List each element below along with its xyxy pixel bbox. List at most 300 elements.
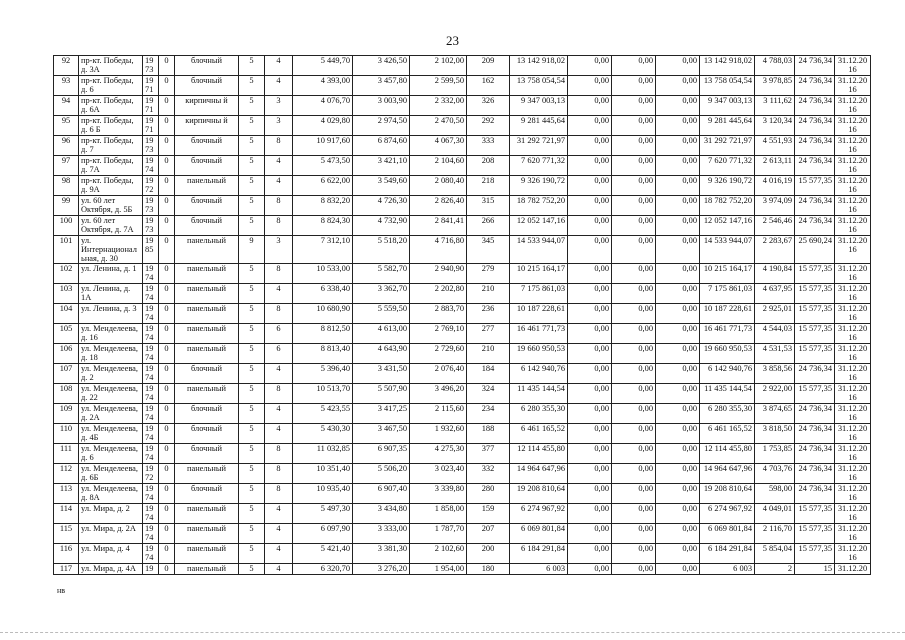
living-area-cell: 3 431,50 <box>353 364 410 384</box>
row-number-cell: 111 <box>54 444 79 464</box>
zero-value-cell: 0,00 <box>656 404 700 424</box>
limit-cost-cell: 24 736,34 <box>795 404 835 424</box>
wall-material-cell: блочный <box>175 424 239 444</box>
residents-cell: 188 <box>467 424 510 444</box>
address-cell: пр-кт. Победы, д. 7А <box>79 156 143 176</box>
total-area-cell: 5 497,30 <box>293 504 353 524</box>
build-year-cell: 19 85 <box>143 236 159 264</box>
floors-cell: 5 <box>239 464 265 484</box>
living-area-cell: 3 381,30 <box>353 544 410 564</box>
zero-value-cell: 0,00 <box>568 176 612 196</box>
cost-cell: 6 184 291,84 <box>510 544 568 564</box>
total-area-cell: 8 813,40 <box>293 344 353 364</box>
zero-value-cell: 0,00 <box>656 464 700 484</box>
cost-cell: 9 326 190,72 <box>510 176 568 196</box>
entrances-cell: 3 <box>265 116 293 136</box>
zero-cell: 0 <box>159 216 175 236</box>
table-body <box>54 56 871 575</box>
entrances-cell: 4 <box>265 504 293 524</box>
address-cell: пр-кт. Победы, д. 3А <box>79 56 143 76</box>
zero-value-cell: 0,00 <box>612 264 656 284</box>
wall-material-cell: блочный <box>175 136 239 156</box>
table-row <box>54 304 871 324</box>
living-area-cell: 5 582,70 <box>353 264 410 284</box>
address-cell: пр-кт. Победы, д. 9А <box>79 176 143 196</box>
zero-value-cell: 0,00 <box>656 504 700 524</box>
residential-area-cell: 2 102,60 <box>410 544 467 564</box>
row-number-cell: 112 <box>54 464 79 484</box>
zero-cell: 0 <box>159 284 175 304</box>
wall-material-cell: блочный <box>175 56 239 76</box>
entrances-cell: 4 <box>265 544 293 564</box>
deadline-cell: 31.12.20 16 <box>835 404 871 424</box>
unit-cost-cell: 4 049,01 <box>755 504 795 524</box>
wall-material-cell: кирпичны й <box>175 96 239 116</box>
entrances-cell: 8 <box>265 484 293 504</box>
limit-cost-cell: 24 736,34 <box>795 196 835 216</box>
entrances-cell: 3 <box>265 96 293 116</box>
residential-area-cell: 2 769,10 <box>410 324 467 344</box>
residential-area-cell: 2 841,41 <box>410 216 467 236</box>
zero-cell: 0 <box>159 464 175 484</box>
address-cell: ул. Менделеева, д. 22 <box>79 384 143 404</box>
total-area-cell: 5 430,30 <box>293 424 353 444</box>
zero-value-cell: 0,00 <box>568 384 612 404</box>
address-cell: ул. Ленина, д. 1 <box>79 264 143 284</box>
row-number-cell: 115 <box>54 524 79 544</box>
entrances-cell: 6 <box>265 344 293 364</box>
total-area-cell: 10 513,70 <box>293 384 353 404</box>
residents-cell: 236 <box>467 304 510 324</box>
table-row <box>54 404 871 424</box>
wall-material-cell: панельный <box>175 524 239 544</box>
unit-cost-cell: 3 818,50 <box>755 424 795 444</box>
residential-area-cell: 2 102,00 <box>410 56 467 76</box>
row-number-cell: 116 <box>54 544 79 564</box>
zero-cell: 0 <box>159 344 175 364</box>
limit-cost-cell: 24 736,34 <box>795 96 835 116</box>
build-year-cell: 19 72 <box>143 464 159 484</box>
deadline-cell: 31.12.20 16 <box>835 96 871 116</box>
residents-cell: 200 <box>467 544 510 564</box>
floors-cell: 5 <box>239 404 265 424</box>
limit-cost-cell: 24 736,34 <box>795 136 835 156</box>
residents-cell: 279 <box>467 264 510 284</box>
living-area-cell: 3 549,60 <box>353 176 410 196</box>
residents-cell: 208 <box>467 156 510 176</box>
floors-cell: 5 <box>239 524 265 544</box>
zero-cell: 0 <box>159 56 175 76</box>
zero-value-cell: 0,00 <box>656 384 700 404</box>
living-area-cell: 5 506,20 <box>353 464 410 484</box>
cost-cell: 16 461 771,73 <box>510 324 568 344</box>
build-year-cell: 19 73 <box>143 136 159 156</box>
zero-value-cell: 0,00 <box>568 324 612 344</box>
zero-value-cell: 0,00 <box>612 524 656 544</box>
living-area-cell: 5 518,20 <box>353 236 410 264</box>
wall-material-cell: блочный <box>175 216 239 236</box>
zero-value-cell: 0,00 <box>656 304 700 324</box>
total-cost-cell: 9 326 190,72 <box>700 176 755 196</box>
limit-cost-cell: 24 736,34 <box>795 484 835 504</box>
table-row <box>54 324 871 344</box>
entrances-cell: 4 <box>265 404 293 424</box>
entrances-cell: 6 <box>265 324 293 344</box>
deadline-cell: 31.12.20 16 <box>835 384 871 404</box>
residents-cell: 277 <box>467 324 510 344</box>
build-year-cell: 19 73 <box>143 196 159 216</box>
limit-cost-cell: 24 736,34 <box>795 464 835 484</box>
limit-cost-cell: 15 577,35 <box>795 524 835 544</box>
floors-cell: 5 <box>239 564 265 575</box>
limit-cost-cell: 15 577,35 <box>795 304 835 324</box>
total-area-cell: 5 421,40 <box>293 544 353 564</box>
deadline-cell: 31.12.20 16 <box>835 424 871 444</box>
zero-cell: 0 <box>159 116 175 136</box>
zero-value-cell: 0,00 <box>612 384 656 404</box>
table-row <box>54 444 871 464</box>
residents-cell: 280 <box>467 484 510 504</box>
zero-value-cell: 0,00 <box>568 216 612 236</box>
build-year-cell: 19 74 <box>143 156 159 176</box>
zero-value-cell: 0,00 <box>568 424 612 444</box>
entrances-cell: 8 <box>265 464 293 484</box>
address-cell: пр-кт. Победы, д. 6 <box>79 76 143 96</box>
deadline-cell: 31.12.20 <box>835 564 871 575</box>
total-cost-cell: 6 069 801,84 <box>700 524 755 544</box>
entrances-cell: 8 <box>265 216 293 236</box>
zero-value-cell: 0,00 <box>612 484 656 504</box>
entrances-cell: 4 <box>265 156 293 176</box>
living-area-cell: 3 362,70 <box>353 284 410 304</box>
total-area-cell: 4 076,70 <box>293 96 353 116</box>
entrances-cell: 8 <box>265 444 293 464</box>
zero-cell: 0 <box>159 544 175 564</box>
deadline-cell: 31.12.20 16 <box>835 136 871 156</box>
total-area-cell: 6 338,40 <box>293 284 353 304</box>
limit-cost-cell: 24 736,34 <box>795 444 835 464</box>
zero-cell: 0 <box>159 384 175 404</box>
total-area-cell: 10 935,40 <box>293 484 353 504</box>
build-year-cell: 19 73 <box>143 216 159 236</box>
total-cost-cell: 14 964 647,96 <box>700 464 755 484</box>
deadline-cell: 31.12.20 16 <box>835 116 871 136</box>
total-area-cell: 8 824,30 <box>293 216 353 236</box>
zero-value-cell: 0,00 <box>612 364 656 384</box>
limit-cost-cell: 15 577,35 <box>795 284 835 304</box>
total-cost-cell: 10 215 164,17 <box>700 264 755 284</box>
entrances-cell: 4 <box>265 176 293 196</box>
total-area-cell: 4 029,80 <box>293 116 353 136</box>
build-year-cell: 19 74 <box>143 484 159 504</box>
build-year-cell: 19 <box>143 564 159 575</box>
address-cell: пр-кт. Победы, д. 7 <box>79 136 143 156</box>
residential-area-cell: 4 716,80 <box>410 236 467 264</box>
row-number-cell: 94 <box>54 96 79 116</box>
build-year-cell: 19 74 <box>143 524 159 544</box>
living-area-cell: 6 874,60 <box>353 136 410 156</box>
address-cell: ул. Менделеева, д. 2А <box>79 404 143 424</box>
entrances-cell: 4 <box>265 524 293 544</box>
floors-cell: 5 <box>239 96 265 116</box>
build-year-cell: 19 74 <box>143 324 159 344</box>
cost-cell: 12 114 455,80 <box>510 444 568 464</box>
living-area-cell: 6 907,35 <box>353 444 410 464</box>
zero-value-cell: 0,00 <box>568 96 612 116</box>
zero-cell: 0 <box>159 236 175 264</box>
build-year-cell: 19 74 <box>143 504 159 524</box>
zero-value-cell: 0,00 <box>656 424 700 444</box>
wall-material-cell: блочный <box>175 76 239 96</box>
zero-value-cell: 0,00 <box>568 364 612 384</box>
total-cost-cell: 16 461 771,73 <box>700 324 755 344</box>
total-cost-cell: 31 292 721,97 <box>700 136 755 156</box>
residential-area-cell: 1 858,00 <box>410 504 467 524</box>
cost-cell: 10 187 228,61 <box>510 304 568 324</box>
zero-cell: 0 <box>159 76 175 96</box>
residents-cell: 315 <box>467 196 510 216</box>
zero-value-cell: 0,00 <box>656 196 700 216</box>
floors-cell: 5 <box>239 344 265 364</box>
zero-value-cell: 0,00 <box>568 284 612 304</box>
living-area-cell: 3 467,50 <box>353 424 410 444</box>
table-row <box>54 196 871 216</box>
living-area-cell: 2 974,50 <box>353 116 410 136</box>
zero-value-cell: 0,00 <box>568 56 612 76</box>
zero-value-cell: 0,00 <box>656 264 700 284</box>
unit-cost-cell: 4 788,03 <box>755 56 795 76</box>
entrances-cell: 8 <box>265 384 293 404</box>
table-row <box>54 424 871 444</box>
limit-cost-cell: 15 577,35 <box>795 264 835 284</box>
build-year-cell: 19 74 <box>143 284 159 304</box>
table-row <box>54 524 871 544</box>
table-row <box>54 76 871 96</box>
limit-cost-cell: 15 577,35 <box>795 504 835 524</box>
living-area-cell: 3 276,20 <box>353 564 410 575</box>
table-row <box>54 116 871 136</box>
cost-cell: 31 292 721,97 <box>510 136 568 156</box>
residents-cell: 180 <box>467 564 510 575</box>
unit-cost-cell: 2 <box>755 564 795 575</box>
total-area-cell: 5 473,50 <box>293 156 353 176</box>
residents-cell: 159 <box>467 504 510 524</box>
row-number-cell: 93 <box>54 76 79 96</box>
living-area-cell: 5 507,90 <box>353 384 410 404</box>
entrances-cell: 8 <box>265 264 293 284</box>
build-year-cell: 19 74 <box>143 384 159 404</box>
zero-value-cell: 0,00 <box>568 196 612 216</box>
cost-cell: 6 280 355,30 <box>510 404 568 424</box>
cost-cell: 10 215 164,17 <box>510 264 568 284</box>
limit-cost-cell: 15 577,35 <box>795 324 835 344</box>
address-cell: ул. Ленина, д. 1А <box>79 284 143 304</box>
zero-value-cell: 0,00 <box>612 176 656 196</box>
living-area-cell: 3 434,80 <box>353 504 410 524</box>
deadline-cell: 31.12.20 16 <box>835 444 871 464</box>
wall-material-cell: блочный <box>175 156 239 176</box>
residential-area-cell: 2 940,90 <box>410 264 467 284</box>
cost-cell: 7 175 861,03 <box>510 284 568 304</box>
wall-material-cell: блочный <box>175 404 239 424</box>
floors-cell: 5 <box>239 484 265 504</box>
address-cell: пр-кт. Победы, д. 6 Б <box>79 116 143 136</box>
residential-area-cell: 2 729,60 <box>410 344 467 364</box>
zero-cell: 0 <box>159 176 175 196</box>
zero-value-cell: 0,00 <box>568 444 612 464</box>
entrances-cell: 4 <box>265 76 293 96</box>
residential-area-cell: 2 470,50 <box>410 116 467 136</box>
wall-material-cell: панельный <box>175 236 239 264</box>
footer-mark: нв <box>57 586 66 595</box>
address-cell: ул. Интернационал ьная, д. 30 <box>79 236 143 264</box>
total-area-cell: 10 917,60 <box>293 136 353 156</box>
unit-cost-cell: 2 116,70 <box>755 524 795 544</box>
deadline-cell: 31.12.20 16 <box>835 524 871 544</box>
limit-cost-cell: 24 736,34 <box>795 56 835 76</box>
unit-cost-cell: 4 551,93 <box>755 136 795 156</box>
zero-value-cell: 0,00 <box>568 504 612 524</box>
table-row <box>54 96 871 116</box>
row-number-cell: 101 <box>54 236 79 264</box>
residents-cell: 324 <box>467 384 510 404</box>
living-area-cell: 3 457,80 <box>353 76 410 96</box>
zero-cell: 0 <box>159 304 175 324</box>
zero-value-cell: 0,00 <box>568 236 612 264</box>
cost-cell: 11 435 144,54 <box>510 384 568 404</box>
entrances-cell: 4 <box>265 364 293 384</box>
row-number-cell: 109 <box>54 404 79 424</box>
deadline-cell: 31.12.20 16 <box>835 304 871 324</box>
wall-material-cell: блочный <box>175 196 239 216</box>
row-number-cell: 97 <box>54 156 79 176</box>
total-area-cell: 5 396,40 <box>293 364 353 384</box>
residential-area-cell: 2 076,40 <box>410 364 467 384</box>
deadline-cell: 31.12.20 16 <box>835 264 871 284</box>
deadline-cell: 31.12.20 16 <box>835 544 871 564</box>
residential-area-cell: 2 599,50 <box>410 76 467 96</box>
total-cost-cell: 14 533 944,07 <box>700 236 755 264</box>
unit-cost-cell: 5 854,04 <box>755 544 795 564</box>
zero-cell: 0 <box>159 444 175 464</box>
row-number-cell: 107 <box>54 364 79 384</box>
zero-value-cell: 0,00 <box>568 116 612 136</box>
limit-cost-cell: 24 736,34 <box>795 364 835 384</box>
zero-cell: 0 <box>159 324 175 344</box>
floors-cell: 5 <box>239 136 265 156</box>
total-cost-cell: 6 142 940,76 <box>700 364 755 384</box>
residential-area-cell: 3 339,80 <box>410 484 467 504</box>
unit-cost-cell: 4 637,95 <box>755 284 795 304</box>
residents-cell: 266 <box>467 216 510 236</box>
limit-cost-cell: 24 736,34 <box>795 76 835 96</box>
total-cost-cell: 6 003 <box>700 564 755 575</box>
entrances-cell: 8 <box>265 304 293 324</box>
residents-cell: 207 <box>467 524 510 544</box>
deadline-cell: 31.12.20 16 <box>835 216 871 236</box>
residential-area-cell: 2 104,60 <box>410 156 467 176</box>
unit-cost-cell: 2 922,00 <box>755 384 795 404</box>
floors-cell: 5 <box>239 444 265 464</box>
address-cell: ул. 60 лет Октября, д. 5Б <box>79 196 143 216</box>
deadline-cell: 31.12.20 16 <box>835 56 871 76</box>
floors-cell: 5 <box>239 264 265 284</box>
floors-cell: 9 <box>239 236 265 264</box>
limit-cost-cell: 15 577,35 <box>795 544 835 564</box>
zero-value-cell: 0,00 <box>612 444 656 464</box>
row-number-cell: 92 <box>54 56 79 76</box>
total-area-cell: 7 312,10 <box>293 236 353 264</box>
zero-value-cell: 0,00 <box>656 216 700 236</box>
residents-cell: 345 <box>467 236 510 264</box>
total-cost-cell: 13 142 918,02 <box>700 56 755 76</box>
zero-value-cell: 0,00 <box>568 524 612 544</box>
table-row <box>54 364 871 384</box>
unit-cost-cell: 598,00 <box>755 484 795 504</box>
residents-cell: 292 <box>467 116 510 136</box>
cost-cell: 6 069 801,84 <box>510 524 568 544</box>
zero-cell: 0 <box>159 424 175 444</box>
total-cost-cell: 6 184 291,84 <box>700 544 755 564</box>
row-number-cell: 113 <box>54 484 79 504</box>
floors-cell: 5 <box>239 76 265 96</box>
deadline-cell: 31.12.20 16 <box>835 196 871 216</box>
wall-material-cell: кирпичны й <box>175 116 239 136</box>
residential-area-cell: 2 883,70 <box>410 304 467 324</box>
table-row <box>54 544 871 564</box>
cost-cell: 14 533 944,07 <box>510 236 568 264</box>
wall-material-cell: панельный <box>175 304 239 324</box>
residential-area-cell: 2 080,40 <box>410 176 467 196</box>
total-area-cell: 5 423,55 <box>293 404 353 424</box>
zero-value-cell: 0,00 <box>568 404 612 424</box>
residential-area-cell: 3 496,20 <box>410 384 467 404</box>
address-cell: ул. Мира, д. 2А <box>79 524 143 544</box>
deadline-cell: 31.12.20 16 <box>835 504 871 524</box>
zero-value-cell: 0,00 <box>612 564 656 575</box>
zero-value-cell: 0,00 <box>568 464 612 484</box>
zero-value-cell: 0,00 <box>568 156 612 176</box>
residents-cell: 234 <box>467 404 510 424</box>
total-cost-cell: 11 435 144,54 <box>700 384 755 404</box>
zero-value-cell: 0,00 <box>612 304 656 324</box>
unit-cost-cell: 2 613,11 <box>755 156 795 176</box>
zero-cell: 0 <box>159 484 175 504</box>
floors-cell: 5 <box>239 384 265 404</box>
total-area-cell: 11 032,85 <box>293 444 353 464</box>
floors-cell: 5 <box>239 156 265 176</box>
table-row <box>54 264 871 284</box>
zero-value-cell: 0,00 <box>568 76 612 96</box>
address-cell: ул. Менделеева, д. 2 <box>79 364 143 384</box>
table-row <box>54 504 871 524</box>
floors-cell: 5 <box>239 176 265 196</box>
total-cost-cell: 9 281 445,64 <box>700 116 755 136</box>
total-area-cell: 10 533,00 <box>293 264 353 284</box>
total-cost-cell: 6 461 165,52 <box>700 424 755 444</box>
zero-value-cell: 0,00 <box>612 404 656 424</box>
living-area-cell: 5 559,50 <box>353 304 410 324</box>
address-cell: ул. Менделеева, д. 18 <box>79 344 143 364</box>
unit-cost-cell: 4 544,03 <box>755 324 795 344</box>
unit-cost-cell: 3 111,62 <box>755 96 795 116</box>
floors-cell: 5 <box>239 56 265 76</box>
zero-value-cell: 0,00 <box>656 364 700 384</box>
deadline-cell: 31.12.20 16 <box>835 344 871 364</box>
living-area-cell: 4 613,00 <box>353 324 410 344</box>
total-cost-cell: 6 274 967,92 <box>700 504 755 524</box>
residents-cell: 209 <box>467 56 510 76</box>
